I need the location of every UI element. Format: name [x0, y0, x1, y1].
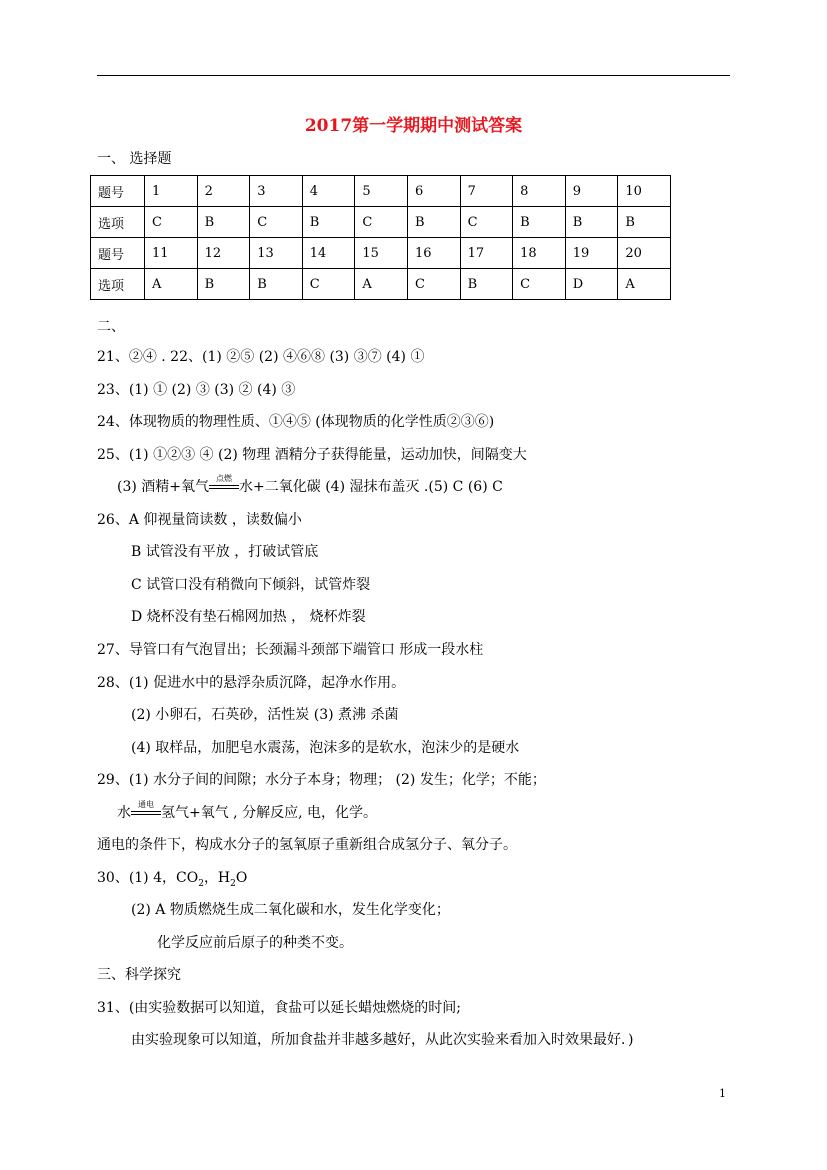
table-cell: C: [513, 269, 566, 300]
table-cell: B: [197, 207, 250, 238]
table-cell: 14: [302, 238, 355, 269]
table-cell: A: [355, 269, 408, 300]
table-cell: 12: [197, 238, 250, 269]
table-cell: 10: [618, 176, 671, 207]
answer-27: 27、导管口有气泡冒出；长颈漏斗颈部下端管口 形成一段水柱: [97, 642, 484, 658]
table-cell: 15: [355, 238, 408, 269]
table-cell: 8: [513, 176, 566, 207]
section-heading-three: 三、科学探究: [97, 967, 181, 983]
header-rule: [97, 75, 730, 76]
table-cell: 9: [565, 176, 618, 207]
equation-reactant-water: 水: [117, 805, 131, 821]
subscript: 2: [198, 878, 204, 889]
answer-25-part1: 25、(1) ①②③ ④ (2) 物理 酒精分子获得能量，运动加快，间隔变大: [97, 447, 527, 463]
table-cell: 13: [250, 238, 303, 269]
table-cell: C: [460, 207, 513, 238]
answer-table: [90, 175, 671, 300]
answer-28-part4: (4) 取样品，加肥皂水震荡，泡沫多的是软水，泡沫少的是硬水: [131, 740, 520, 756]
answer-29-explanation: 通电的条件下，构成水分子的氢氧原子重新组合成氢分子、氧分子。: [97, 837, 517, 853]
table-cell: 16: [407, 238, 460, 269]
answer-25-part2: [117, 474, 503, 497]
answer-21-22: 21、②④ . 22、(1) ②⑤ (2) ④⑥⑧ (3) ③⑦ (4) ①: [97, 349, 425, 365]
table-cell: 18: [513, 238, 566, 269]
answer-30-text: 30、(1) 4，CO: [97, 870, 199, 886]
table-cell: C: [250, 207, 303, 238]
equation-products: 水+二氧化碳 (4) 湿抹布盖灭 .(5) C (6) C: [239, 479, 503, 495]
table-cell: B: [302, 207, 355, 238]
table-row: [91, 238, 671, 269]
answer-31-part1: 31、(由实验数据可以知道，食盐可以延长蜡烛燃烧的时间;: [97, 1000, 461, 1016]
answer-23: 23、(1) ① (2) ③ (3) ② (4) ③: [97, 382, 296, 398]
section-heading-two: 二、: [97, 319, 125, 335]
table-cell: A: [618, 269, 671, 300]
answer-28-part2: (2) 小卵石，石英砂，活性炭 (3) 煮沸 杀菌: [131, 707, 399, 723]
table-row: [91, 176, 671, 207]
answer-30-part3: 化学反应前后原子的种类不变。: [157, 935, 353, 951]
table-cell: D: [565, 269, 618, 300]
table-cell: 7: [460, 176, 513, 207]
page-number: 1: [719, 1087, 726, 1100]
table-cell: B: [513, 207, 566, 238]
table-cell: 4: [302, 176, 355, 207]
reaction-arrow-electrolysis: [131, 800, 161, 820]
answer-26-b: B 试管没有平放 ，打破试管底: [131, 544, 319, 560]
table-row: [91, 207, 671, 238]
table-row-header: 选项: [91, 269, 145, 300]
table-cell: 20: [618, 238, 671, 269]
answer-26-a: 26、A 仰视量筒读数 ，读数偏小: [97, 512, 302, 528]
table-cell: 11: [145, 238, 198, 269]
table-cell: B: [618, 207, 671, 238]
reaction-condition: 点燃: [216, 474, 233, 483]
table-cell: C: [355, 207, 408, 238]
answer-30-part1: [97, 868, 247, 894]
table-cell: 2: [197, 176, 250, 207]
table-cell: B: [407, 207, 460, 238]
answer-31-part2: 由实验现象可以知道，所加食盐并非越多越好，从此次实验来看加入时效果最好．): [131, 1032, 634, 1048]
reaction-condition: 通电: [138, 800, 154, 809]
table-cell: 17: [460, 238, 513, 269]
table-cell: C: [302, 269, 355, 300]
table-cell: C: [407, 269, 460, 300]
page-title: 2017第一学期期中测试答案: [304, 116, 523, 136]
answer-24: 24、体现物质的物理性质、①④⑤ (体现物质的化学性质②③⑥): [97, 414, 495, 430]
table-row-header: 题号: [91, 238, 145, 269]
answer-26-c: C 试管口没有稍微向下倾斜，试管炸裂: [131, 577, 371, 593]
answer-30-part2: (2) A 物质燃烧生成二氧化碳和水，发生化学变化；: [131, 902, 450, 918]
table-cell: 5: [355, 176, 408, 207]
table-row-header: 选项: [91, 207, 145, 238]
subscript: 2: [230, 878, 236, 889]
table-cell: A: [145, 269, 198, 300]
reaction-arrow-ignite: [209, 474, 239, 494]
table-cell: 19: [565, 238, 618, 269]
answer-30-text: O: [235, 870, 248, 886]
table-cell: 1: [145, 176, 198, 207]
answer-26-d: D 烧杯没有垫石棉网加热 ， 烧杯炸裂: [131, 609, 366, 625]
table-cell: C: [145, 207, 198, 238]
table-cell: B: [250, 269, 303, 300]
section-heading-choice: 一、 选择题: [97, 151, 172, 167]
table-row-header: 题号: [91, 176, 145, 207]
table-row: [91, 269, 671, 300]
table-cell: 6: [407, 176, 460, 207]
table-cell: B: [197, 269, 250, 300]
answer-30-text: ，H: [203, 870, 231, 886]
table-cell: 3: [250, 176, 303, 207]
table-cell: B: [460, 269, 513, 300]
table-cell: B: [565, 207, 618, 238]
answer-29-part2: [117, 800, 377, 823]
equation-reactants: (3) 酒精+氧气: [117, 479, 210, 495]
answer-28-part1: 28、(1) 促进水中的悬浮杂质沉降，起净水作用。: [97, 675, 406, 691]
equation-products-gases: 氢气+氧气 , 分解反应, 电，化学。: [161, 805, 377, 821]
answer-29-part1: 29、(1) 水分子间的间隙；水分子本身；物理； (2) 发生；化学；不能；: [97, 772, 546, 788]
